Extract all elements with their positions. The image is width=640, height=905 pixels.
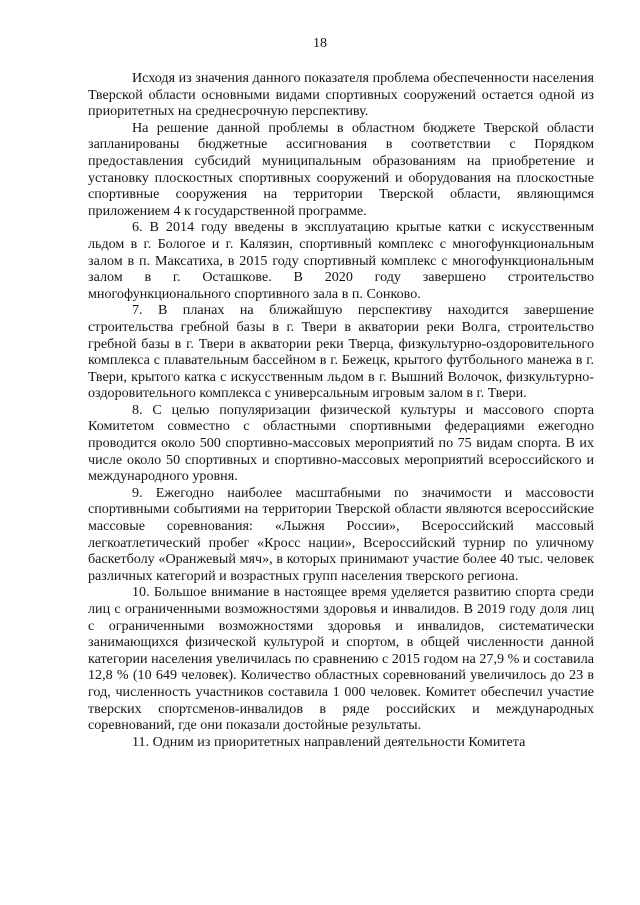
paragraph-item-8: 8. С целью популяризации физической культуры и массового спорта Комитетом совместно с областными спортивными федерациями ежегодно проводится около 500 спортивно-массовых мероприятий по 75 видам спорта. В их числе около 50 спортивных и спортивно-массовых мероприятий всероссийского и международного уровня. (88, 401, 594, 485)
paragraph-item-6: 6. В 2014 году введены в эксплуатацию крытые катки с искусственным льдом в г. Бологое и г. Калязин, спортивный комплекс с многофункциональным залом в п. Максатиха, в 2015 году спортивный комплекс с многофункциональным залом в г. Осташкове. В 2020 году завершено строительство многофункционального спортивного зала в п. Сонково. (88, 219, 594, 302)
paragraph-item-11: 11. Одним из приоритетных направлений деятельности Комитета (132, 733, 526, 750)
paragraph-sports-facilities-priority: Исходя из значения данного показателя проблема обеспеченности населения Тверской области основными видами спортивных сооружений остается одной из приоритетных на среднесрочную перспективу. (88, 70, 594, 120)
paragraph-item-9: 9. Ежегодно наиболее масштабными по значимости и массовости спортивными событиями на территории Тверской области являются всероссийские массовые соревнования: «Лыжня России», Всероссийский массовый легкоатлетический пробег «Кросс нации», Всероссийский турнир по уличному баскетболу «Оранжевый мяч», в которых принимают участие более 40 тыс. человек различных категорий и возрастных групп населения тверского региона. (88, 484, 594, 584)
paragraph-budget-allocations: На решение данной проблемы в областном бюджете Тверской области запланированы бюджетные ассигнования в соответствии с Порядком предоставления субсидий муниципальным образованиям на приобретение и установку плоскостных спортивных сооружений и оборудования на плоскостные спортивные сооружения на территории Тверской области, являющимся приложением 4 к государственной программе. (88, 119, 594, 219)
paragraph-item-7: 7. В планах на ближайшую перспективу находится завершение строительства гребной базы в г. Твери в акватории реки Волга, строительство гребной базы в г. Твери в акватории реки Тверца, физкультурно-оздоровительного комплекса с плавательным бассейном в г. Бежецк, крытого футбольного манежа в г. Твери, крытого катка с искусственным льдом в г. Вышний Волочок, физкультурно-оздоровительного комплекса с универсальным игровым залом в г. Твери. (88, 302, 594, 402)
document-body (88, 70, 594, 750)
paragraph-item-10: 10. Большое внимание в настоящее время уделяется развитию спорта среди лиц с ограниченными возможностями здоровья и инвалидов. В 2019 году доля лиц с ограниченными возможностями здоровья и инвалидов, систематически занимающихся физической культурой и спортом, в общей численности данной категории населения увеличилась по сравнению с 2015 годом на 27,9 % и составила 12,8 % (10 649 человек). Количество областных соревнований увеличилось до 23 в год, численность участников составила 1 000 человек. Комитет обеспечил участие тверских спортсменов-инвалидов в ряде российских и международных соревнований, где они показали достойные результаты. (88, 584, 594, 734)
page-number: 18 (313, 36, 327, 51)
